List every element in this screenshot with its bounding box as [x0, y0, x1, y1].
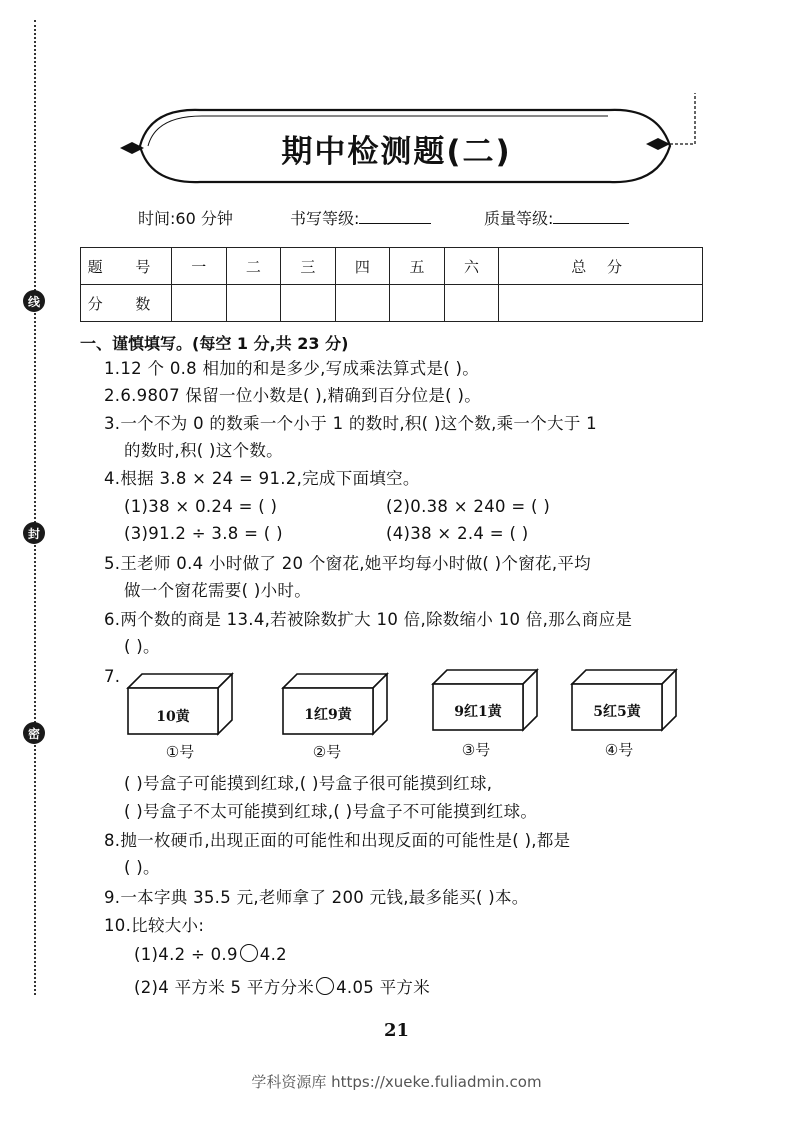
section-title: 一、谨慎填写。(每空 1 分,共 23 分): [80, 334, 349, 353]
question-3-line1: 3.一个不为 0 的数乘一个小于 1 的数时,积( )这个数,乘一个大于 1: [104, 414, 597, 433]
question-1: 1.12 个 0.8 相加的和是多少,写成乘法算式是( )。: [104, 359, 480, 378]
score-cell[interactable]: [226, 285, 281, 322]
score-table-header-row: [81, 248, 703, 285]
compare-circle-2[interactable]: [316, 977, 334, 995]
table-header-cell: 一: [172, 248, 227, 285]
question-4-part3: (3)91.2 ÷ 3.8 = ( ): [124, 524, 283, 543]
box-3-number: ③号: [461, 741, 491, 759]
question-7-line1: ( )号盒子可能摸到红球,( )号盒子很可能摸到红球,: [124, 774, 493, 793]
box-4-number: ④号: [604, 741, 634, 759]
quality-grade-blank[interactable]: [553, 209, 629, 224]
question-8-line2: ( )。: [124, 858, 160, 877]
question-7: 7.: [104, 667, 121, 686]
score-table-score-row: [81, 285, 703, 322]
question-9: 9.一本字典 35.5 元,老师拿了 200 元钱,最多能买( )本。: [104, 888, 529, 907]
binding-mark-xian: 线: [23, 290, 45, 312]
question-3-line2: 的数时,积( )这个数。: [124, 441, 283, 460]
table-header-cell: 五: [390, 248, 445, 285]
score-table: [80, 247, 703, 322]
score-cell[interactable]: [390, 285, 445, 322]
question-8-line1: 8.抛一枚硬币,出现正面的可能性和出现反面的可能性是( ),都是: [104, 831, 571, 850]
question-5-line2: 做一个窗花需要( )小时。: [124, 581, 312, 600]
question-4-part1: (1)38 × 0.24 = ( ): [124, 497, 278, 516]
question-6-line2: ( )。: [124, 637, 160, 656]
question-5-line1: 5.王老师 0.4 小时做了 20 个窗花,她平均每小时做( )个窗花,平均: [104, 554, 591, 573]
writing-grade-blank[interactable]: [359, 209, 431, 224]
question-6-line1: 6.两个数的商是 13.4,若被除数扩大 10 倍,除数缩小 10 倍,那么商应是: [104, 610, 633, 629]
score-cell[interactable]: [499, 285, 703, 322]
box-1-label: 10黄: [156, 709, 190, 725]
page-number: 21: [383, 1020, 410, 1041]
binding-mark-mi: 密: [23, 722, 45, 744]
table-header-cell: 六: [444, 248, 499, 285]
quality-grade-label: 质量等级:: [484, 209, 554, 228]
question-7-line2: ( )号盒子不太可能摸到红球,( )号盒子不可能摸到红球。: [124, 802, 538, 821]
box-3: [433, 670, 537, 730]
q10-1-right: 4.2: [259, 945, 287, 964]
q10-1-left: (1)4.2 ÷ 0.9: [134, 945, 238, 964]
box-4: [572, 670, 676, 730]
box-4-label: 5红5黄: [593, 704, 641, 720]
question-4-part2: (2)0.38 × 240 = ( ): [386, 497, 551, 516]
q10-2-left: (2)4 平方米 5 平方分米: [134, 978, 315, 997]
box-2-label: 1红9黄: [304, 707, 352, 723]
q10-2-right: 4.05 平方米: [336, 978, 430, 997]
question-4-part4: (4)38 × 2.4 = ( ): [386, 524, 529, 543]
footer-watermark: 学科资源库 https://xueke.fuliadmin.com: [251, 1073, 542, 1091]
box-2-number: ②号: [312, 743, 342, 761]
score-cell[interactable]: [335, 285, 390, 322]
compare-circle-1[interactable]: [240, 944, 258, 962]
table-header-cell: 总 分: [499, 248, 703, 285]
score-cell[interactable]: [281, 285, 336, 322]
quality-grade: [484, 206, 629, 229]
table-header-cell: 四: [335, 248, 390, 285]
question-2: 2.6.9807 保留一位小数是( ),精确到百分位是( )。: [104, 386, 482, 405]
box-3-label: 9红1黄: [454, 704, 502, 720]
table-header-cell: 题 号: [81, 248, 172, 285]
question-10-part2: [134, 976, 430, 1000]
table-header-cell: 二: [226, 248, 281, 285]
question-4: 4.根据 3.8 × 24 = 91.2,完成下面填空。: [104, 469, 420, 488]
box-1-number: ①号: [165, 743, 195, 761]
time-info: 时间:60 分钟: [138, 209, 233, 228]
writing-grade-label: 书写等级:: [290, 209, 360, 228]
table-header-cell: 三: [281, 248, 336, 285]
binding-mark-feng: 封: [23, 522, 45, 544]
question-10-part1: [134, 943, 287, 967]
writing-grade: [290, 206, 431, 229]
score-cell[interactable]: [444, 285, 499, 322]
table-row-label: 分 数: [81, 285, 172, 322]
page-title: 期中检测题(二): [281, 134, 512, 170]
question-10: 10.比较大小:: [104, 916, 205, 935]
score-cell[interactable]: [172, 285, 227, 322]
